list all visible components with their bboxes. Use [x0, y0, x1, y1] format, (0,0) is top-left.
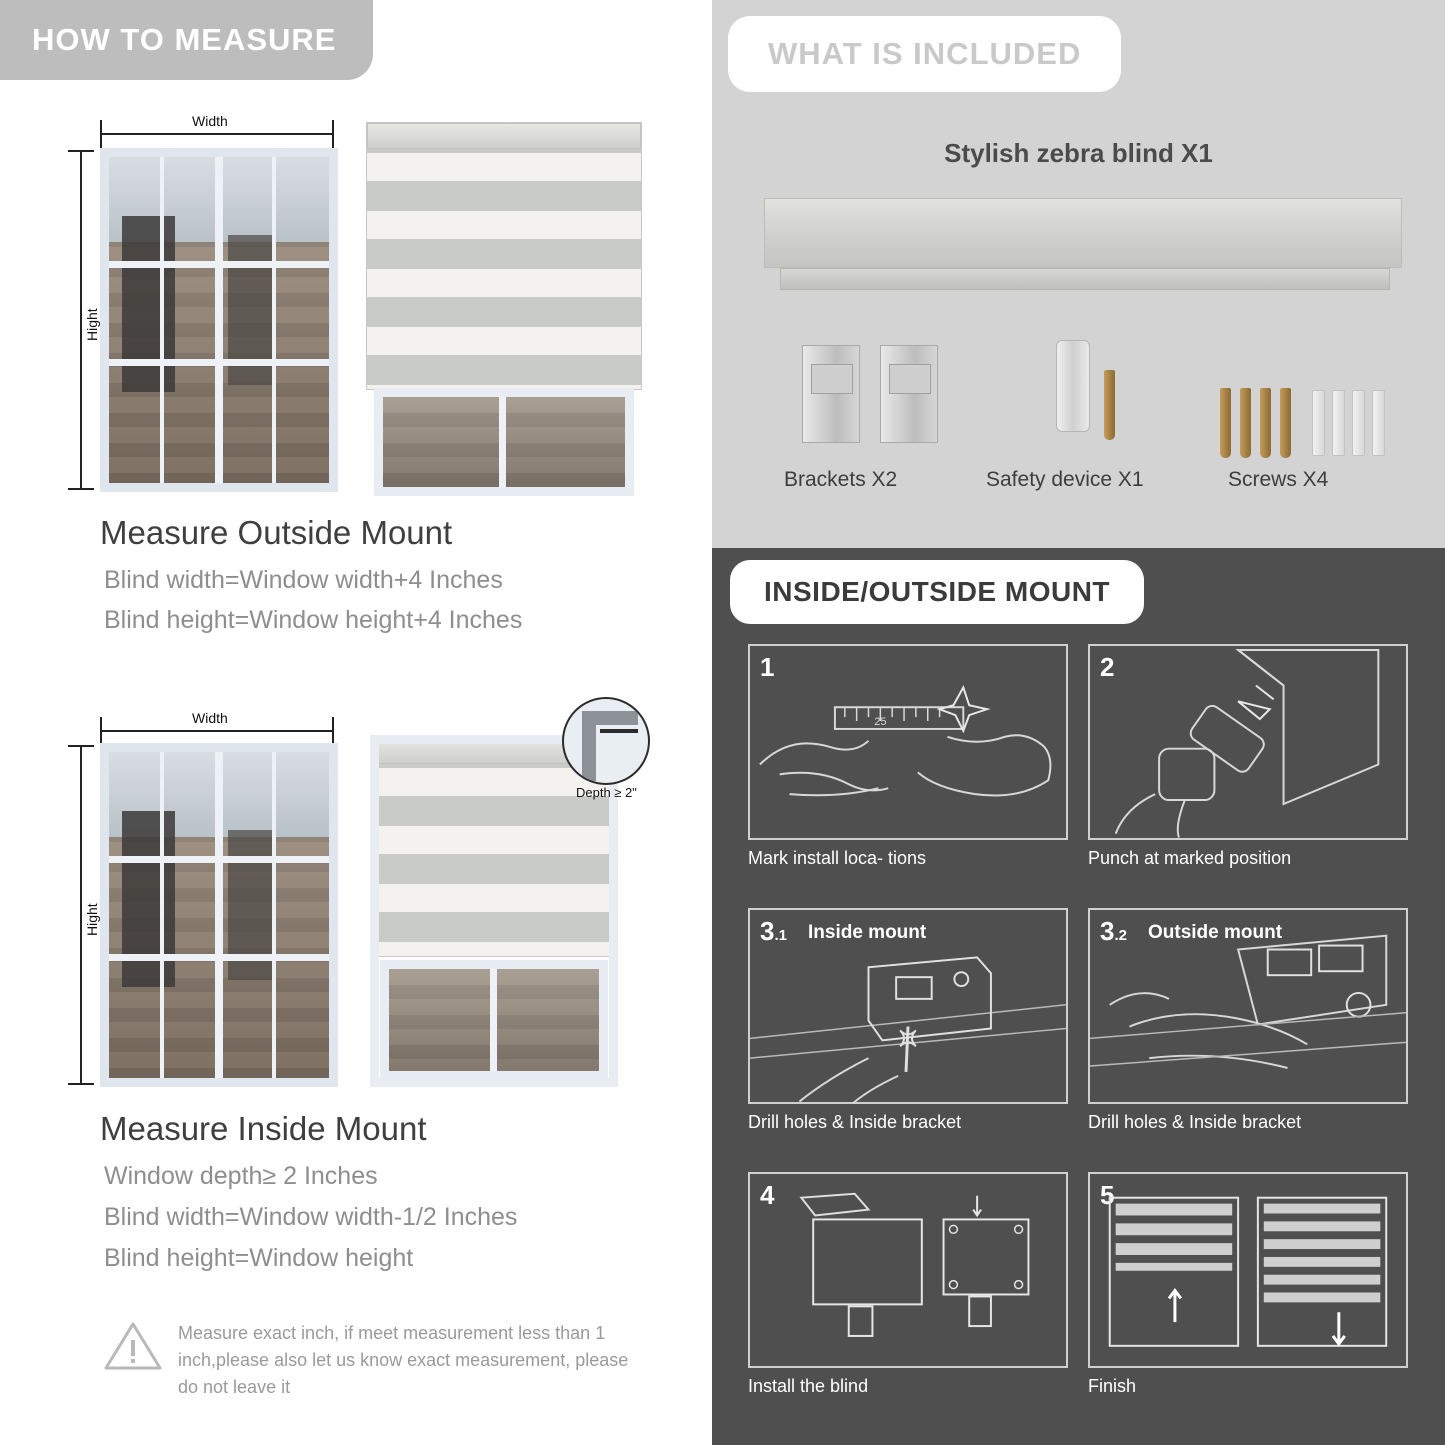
step-caption-5: Finish — [1088, 1376, 1137, 1396]
step-number-3-2: 3.2 — [1100, 916, 1127, 946]
zebra-blind-valance — [780, 268, 1390, 290]
step-caption-3-2: Drill holes & Inside bracket — [1088, 1112, 1302, 1132]
outside-width-tick-right — [332, 120, 334, 148]
anchor-icon-1 — [1312, 390, 1325, 456]
zebra-blind-illustration — [764, 198, 1402, 268]
step-box-1 — [748, 644, 1068, 840]
outside-height-tick-bottom — [68, 488, 94, 490]
inside-height-tick-bottom — [68, 1083, 94, 1085]
step-box-4 — [748, 1172, 1068, 1368]
bracket-icon-2 — [880, 345, 938, 443]
warning-triangle-icon — [104, 1320, 162, 1372]
outside-height-dim-line — [80, 150, 82, 490]
step-3-2-sketch — [1090, 910, 1406, 1104]
step-number-1: 1 — [760, 652, 775, 682]
outside-blind-graphic — [366, 122, 642, 390]
screws-label: Screws X4 — [1228, 468, 1329, 491]
inside-mount-line-2: Blind width=Window width-1/2 Inches — [104, 1203, 518, 1231]
step-4-sketch — [750, 1174, 1066, 1368]
step-1-sketch — [750, 646, 1066, 840]
outside-window-graphic — [100, 148, 338, 492]
step-3-1-title: Inside mount — [808, 922, 927, 943]
step-caption-1: Mark install loca- tions — [748, 848, 927, 868]
right-column — [712, 0, 1445, 1445]
inside-width-tick-right — [332, 717, 334, 745]
measure-note-text: Measure exact inch, if meet measurement less than 1 inch,please also let us know exact measurement, please do not leave it — [178, 1323, 629, 1397]
outside-mount-line-1: Blind width=Window width+4 Inches — [104, 566, 503, 594]
step-number-4: 4 — [760, 1180, 775, 1210]
inside-height-label: Hight — [84, 899, 100, 940]
inside-mount-line-1: Window depth≥ 2 Inches — [104, 1162, 378, 1190]
outside-height-label: Hight — [84, 304, 100, 345]
inside-window-graphic — [100, 743, 338, 1087]
safety-device-label: Safety device X1 — [986, 468, 1144, 491]
inside-width-label: Width — [188, 710, 232, 726]
step-5-sketch — [1090, 1174, 1406, 1368]
step-3-1-sketch — [750, 910, 1066, 1104]
step-number-2: 2 — [1100, 652, 1115, 682]
anchor-icon-2 — [1332, 390, 1345, 456]
what-is-included-header: WHAT IS INCLUDED — [728, 16, 1121, 92]
how-to-measure-column — [0, 0, 712, 1445]
inside-width-tick-left — [100, 717, 102, 745]
screw-icon-3 — [1260, 388, 1271, 458]
safety-screw-icon — [1104, 370, 1115, 440]
how-to-measure-header: HOW TO MEASURE — [0, 0, 373, 80]
depth-label: Depth ≥ 2" — [576, 785, 637, 800]
step-box-3-1 — [748, 908, 1068, 1104]
measure-note — [104, 1320, 644, 1401]
inside-height-dim-line — [80, 745, 82, 1085]
inside-width-dim-line — [100, 730, 334, 732]
screw-icon-2 — [1240, 388, 1251, 458]
outside-width-tick-left — [100, 120, 102, 148]
screw-icon-4 — [1280, 388, 1291, 458]
step-caption-4: Install the blind — [748, 1376, 869, 1396]
outside-lower-window — [374, 388, 634, 496]
safety-device-icon — [1056, 340, 1090, 432]
depth-detail-circle — [562, 697, 650, 785]
inside-lower-window — [380, 960, 608, 1080]
inside-mount-line-3: Blind height=Window height — [104, 1244, 414, 1272]
step-number-5: 5 — [1100, 1180, 1115, 1210]
screw-icon-1 — [1220, 388, 1231, 458]
step-caption-3-1: Drill holes & Inside bracket — [748, 1112, 962, 1132]
what-is-included-panel — [712, 0, 1445, 548]
outside-mount-line-2: Blind height=Window height+4 Inches — [104, 606, 523, 634]
step-3-2-title: Outside mount — [1148, 922, 1283, 943]
step-box-3-2 — [1088, 908, 1408, 1104]
anchor-icon-3 — [1352, 390, 1365, 456]
inside-height-tick-top — [68, 745, 94, 747]
inside-mount-title: Measure Inside Mount — [100, 1110, 427, 1147]
outside-width-label: Width — [188, 113, 232, 129]
bracket-icon-1 — [802, 345, 860, 443]
outside-width-dim-line — [100, 133, 334, 135]
outside-height-tick-top — [68, 150, 94, 152]
step-2-sketch — [1090, 646, 1406, 840]
step-box-2 — [1088, 644, 1408, 840]
anchor-icon-4 — [1372, 390, 1385, 456]
step-box-5 — [1088, 1172, 1408, 1368]
step-number-3-1: 3.1 — [760, 916, 787, 946]
svg-text:25: 25 — [874, 715, 887, 728]
inside-outside-mount-header: INSIDE/OUTSIDE MOUNT — [730, 560, 1144, 624]
outside-mount-title: Measure Outside Mount — [100, 514, 453, 551]
brackets-label: Brackets X2 — [784, 468, 898, 491]
included-main-item-label: Stylish zebra blind X1 — [944, 138, 1213, 168]
step-caption-2: Punch at marked position — [1088, 848, 1292, 868]
inside-outside-mount-panel — [712, 548, 1445, 1445]
